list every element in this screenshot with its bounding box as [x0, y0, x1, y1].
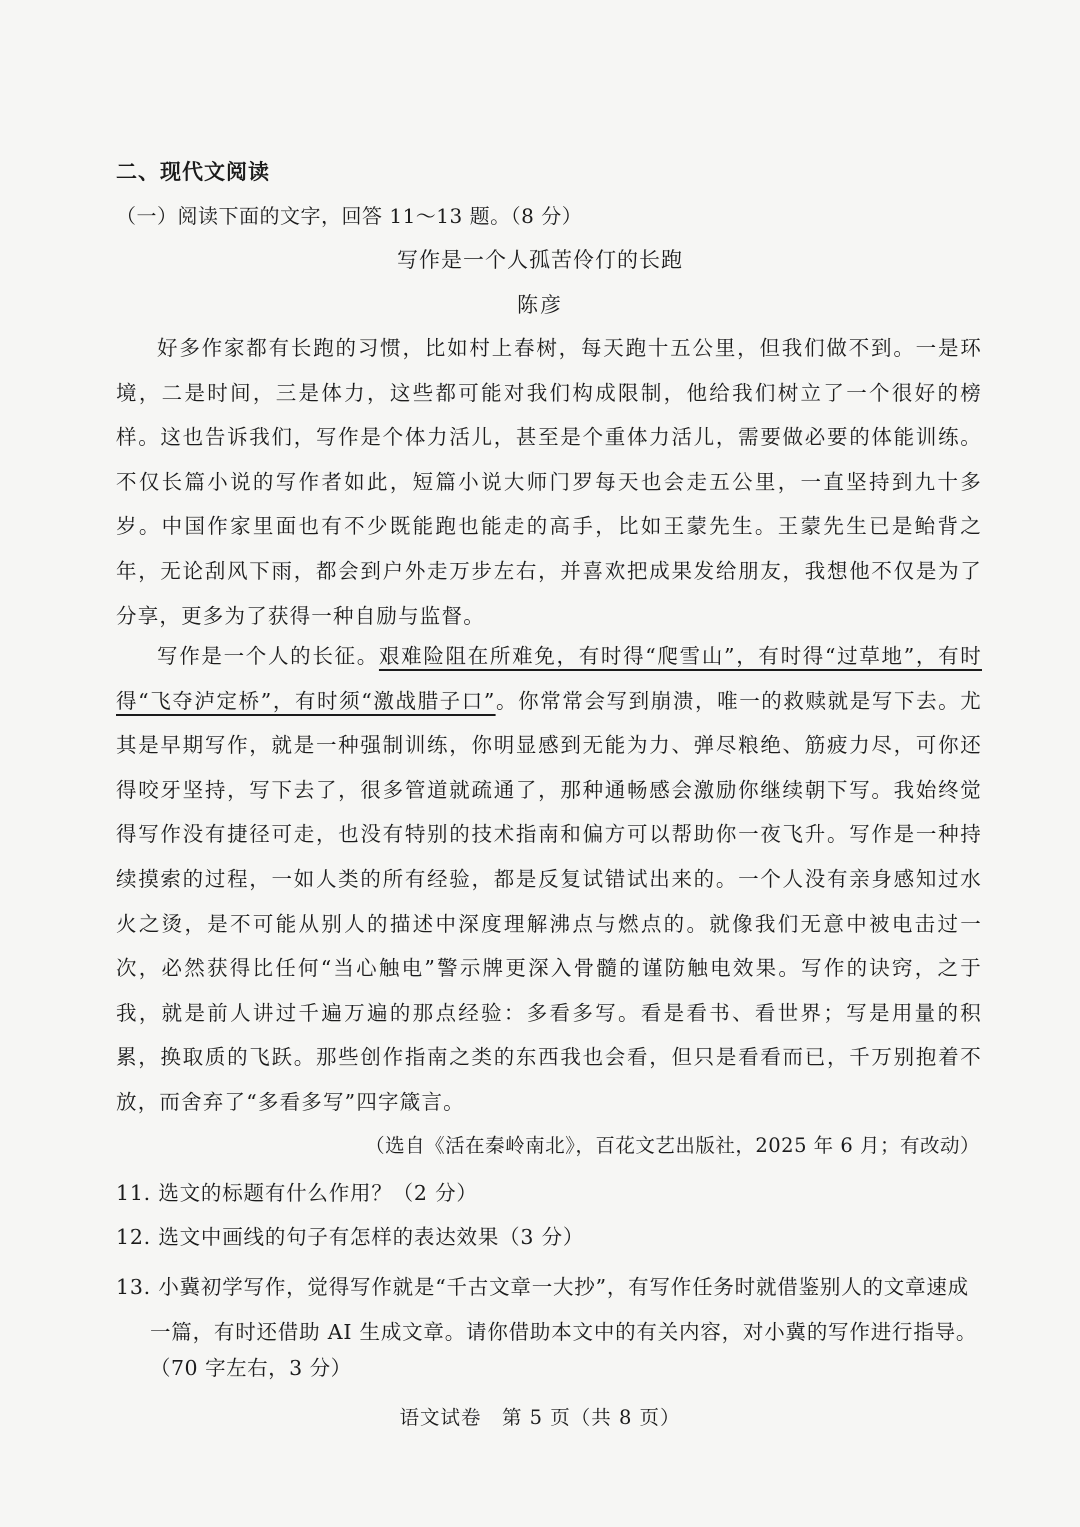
section-heading: 二、现代文阅读 [116, 160, 270, 184]
paragraph-2-remainder: 。你常常会写到崩溃，唯一的救赎就是写下去。尤其是早期写作，就是一种强制训练，你明显感到无能为力、弹尽粮绝、筋疲力尽，可你还得咬牙坚持，写下去了，很多管道就疏通了，那种通畅感会激励你继续朝下写。我始终觉得写作没有捷径可走，也没有特别的技术指南和偏方可以帮助你一夜飞升。写作是一种持续摸索的过程，一如人类的所有经验，都是反复试错试出来的。一个人没有亲身感知过水火之烫，是不可能从别人的描述中深度理解沸点与燃点的。就像我们无意中被电击过一次，必然获得比任何“当心触电”警示牌更深入骨髓的谨防触电效果。写作的诀窍，之于我，就是前人讲过千遍万遍的那点经验：多看多写。看是看书、看世界；写是用量的积累，换取质的飞跃。那些创作指南之类的东西我也会看，但只是看看而已，千万别抱着不放，而舍弃了“多看多写”四字箴言。 [116, 688, 982, 1114]
reading-instruction: （一）阅读下面的文字，回答 11～13 题。（8 分） [116, 204, 583, 228]
question-13: 13. 小冀初学写作，觉得写作就是“千古文章一大抄”，有写作任务时就借鉴别人的文章速成一篇，有时还借助 AI 生成文章。请你借助本文中的有关内容，对小冀的写作进行指导。 [116, 1275, 978, 1344]
question-13-note: （70 字左右，3 分） [150, 1356, 352, 1380]
article-paragraph-1: 好多作家都有长跑的习惯，比如村上春树，每天跑十五公里，但我们做不到。一是环境，二是时间，三是体力，这些都可能对我们构成限制，他给我们树立了一个很好的榜样。这也告诉我们，写作是个体力活儿，甚至是个重体力活儿，需要做必要的体能训练。不仅长篇小说的写作者如此，短篇小说大师门罗每天也会走五公里，一直坚持到九十多岁。中国作家里面也有不少既能跑也能走的高手，比如王蒙先生。王蒙先生已是鲐背之年，无论刮风下雨，都会到户外走万步左右，并喜欢把成果发给朋友，我想他不仅是为了分享，更多为了获得一种自励与监督。 [116, 336, 982, 628]
question-11: 11. 选文的标题有什么作用？（2 分） [116, 1181, 478, 1205]
question-12: 12. 选文中画线的句子有怎样的表达效果（3 分） [116, 1225, 585, 1249]
underlined-sentence: 艰难险阻在所难免，有时得“爬雪山”，有时得“过草地”，有时得“飞夺泸定桥”，有时须“激战腊子口” [116, 644, 982, 713]
article-author: 陈彦 [517, 293, 563, 317]
article-paragraph-2 [116, 634, 982, 1125]
paragraph-2-opening: 写作是一个人的长征。 [157, 644, 379, 668]
article-source: （选自《活在秦岭南北》，百花文艺出版社，2025 年 6 月；有改动） [365, 1134, 980, 1157]
page-footer: 语文试卷 第 5 页（共 8 页） [399, 1406, 681, 1429]
article-title: 写作是一个人孤苦伶仃的长跑 [397, 248, 683, 272]
